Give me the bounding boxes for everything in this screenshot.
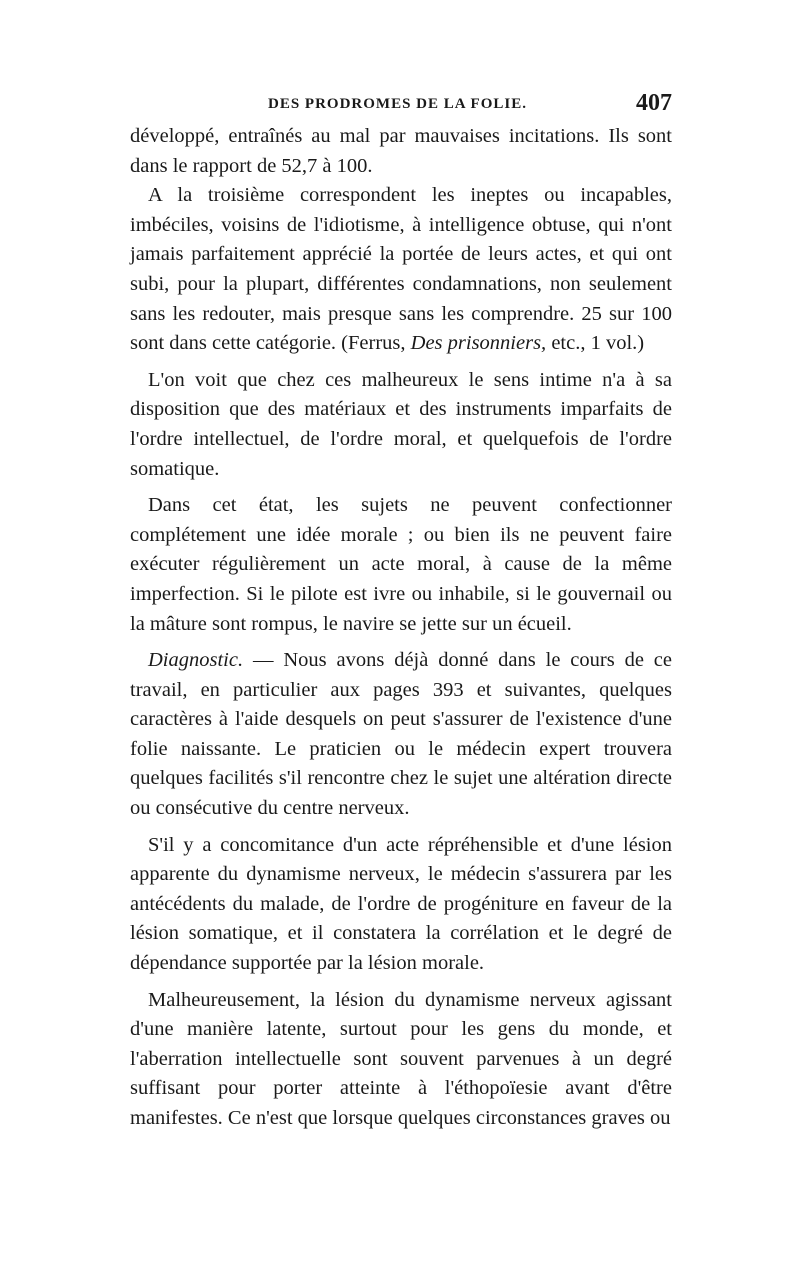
book-title-citation: Des prisonniers, bbox=[410, 332, 547, 355]
section-heading-diagnostic: Diagnostic. bbox=[148, 649, 244, 672]
paragraph-1: développé, entraînés au mal par mauvaises incitations. Ils sont dans le rapport de 52,7 à 100. bbox=[130, 125, 672, 177]
paragraph-3: L'on voit que chez ces malheureux le sens intime n'a à sa disposition que des matériaux et des instruments imparfaits de l'ordre intellectuel, de l'ordre moral, et quelquefois de l'ordre somatique. bbox=[130, 368, 672, 480]
paragraph-5 bbox=[130, 646, 672, 824]
paragraph-7: Malheureusement, la lésion du dynamisme nerveux agissant d'une manière latente, surtout pour les gens du monde, et l'aberration intellectuelle sont souvent parvenues à un degré suffisant pour porter atteinte à l'éthopoïesie avant d'être manifestes. Ce n'est que lorsque quelques circonstances graves ou bbox=[130, 988, 672, 1129]
paragraph-2-tail: etc., 1 vol.) bbox=[546, 332, 645, 355]
running-title: DES PRODROMES DE LA FOLIE. bbox=[268, 96, 527, 112]
book-page bbox=[130, 92, 672, 1134]
paragraph-5-text: — Nous avons déjà donné dans le cours de ce travail, en particulier aux pages 393 et suivantes, quelques caractères à l'aide desquels on peut s'assurer de l'existence d'une folie naissante. Le praticien ou le médecin expert trouvera quelques facilités s'il rencontre chez le sujet une altération directe ou consécutive du centre nerveux. bbox=[130, 649, 672, 820]
paragraph-4: Dans cet état, les sujets ne peuvent confectionner complétement une idée morale ; ou bien ils ne peuvent faire exécuter régulièrement un acte moral, à cause de la même imperfection. Si le pilote est ivre ou inhabile, si le gouvernail ou la mâture sont rompus, le navire se jette sur un écueil. bbox=[130, 494, 672, 635]
paragraph-2-text: A la troisième correspondent les ineptes ou incapables, imbéciles, voisins de l'idiotisme, à intelligence obtuse, qui n'ont jamais parfaitement apprécié la portée de leurs actes, et qui ont subi, pour la plupart, différentes condamnations, non seulement sans les redouter, mais presque sans les comprendre. 25 sur 100 sont dans cette catégorie. (Ferrus, bbox=[130, 184, 672, 355]
body-text bbox=[130, 122, 672, 1134]
page-header bbox=[130, 92, 672, 120]
page-number: 407 bbox=[636, 90, 672, 116]
paragraph-6: S'il y a concomitance d'un acte répréhensible et d'une lésion apparente du dynamisme nerveux, le médecin s'assurera par les antécédents du malade, de l'ordre de progéniture en faveur de la lésion somatique, et il constatera la corrélation et le degré de dépendance supportée par la lésion morale. bbox=[130, 833, 672, 975]
paragraph-2 bbox=[130, 181, 672, 359]
